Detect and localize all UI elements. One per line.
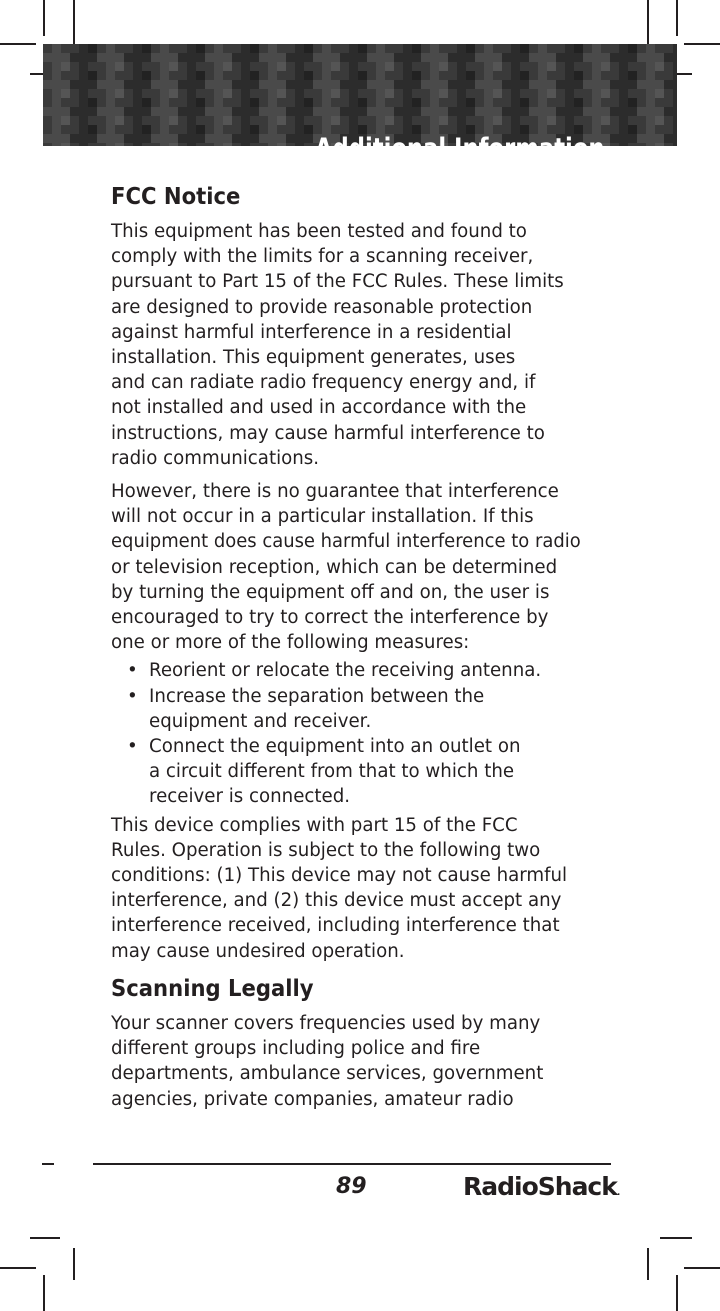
bullet-icon: •: [127, 660, 138, 682]
crop-mark: [676, 0, 678, 36]
text-line: interference, and (2) this device must accept any: [111, 890, 562, 912]
crop-mark: [0, 1267, 36, 1269]
crop-mark: [42, 1163, 54, 1165]
text-line: instructions, may cause harmful interference to: [111, 422, 545, 444]
scanning-paragraph-1: [111, 1011, 581, 1112]
text-line: comply with the limits for a scanning receiver,: [111, 246, 534, 268]
text-line: radio communications.: [111, 447, 320, 469]
fcc-paragraph-2: [111, 479, 581, 655]
crop-mark: [647, 1248, 649, 1280]
text-line: are designed to provide reasonable protection: [111, 296, 533, 318]
text-line: one or more of the following measures:: [111, 632, 470, 654]
text-line: Increase the separation between the: [149, 685, 485, 707]
crop-mark: [660, 1237, 692, 1239]
crop-mark: [684, 1267, 720, 1269]
text-line: However, there is no guarantee that interference: [111, 481, 559, 503]
bullet-icon: •: [127, 685, 138, 707]
brand-name: RadioShack: [463, 1172, 617, 1201]
page-number: 89: [336, 1174, 367, 1199]
text-line: This equipment has been tested and found to: [111, 221, 527, 242]
text-line: and can radiate radio frequency energy and, if: [111, 372, 536, 394]
section-heading-scanning-legally: Scanning Legally: [111, 975, 314, 1002]
measures-list: [111, 658, 581, 809]
text-line: a circuit different from that to which the: [149, 761, 515, 783]
text-line: Reorient or relocate the receiving antenna.: [149, 660, 542, 682]
text-line: Rules. Operation is subject to the following two: [111, 839, 541, 861]
fcc-paragraph-3: [111, 813, 581, 964]
main-content: [111, 180, 581, 1112]
text-line: equipment does cause harmful interference to radio: [111, 531, 581, 553]
text-line: or television reception, which can be determined: [111, 556, 558, 578]
text-line: will not occur in a particular installation. If this: [111, 506, 534, 528]
page-title: Additional Information: [315, 131, 605, 165]
text-line: equipment and receiver.: [149, 710, 372, 732]
crop-mark: [676, 1275, 678, 1311]
text-line: encouraged to try to correct the interference by: [111, 607, 549, 629]
section-heading-fcc-notice: FCC Notice: [111, 184, 241, 210]
header-banner: [43, 44, 677, 165]
text-line: This device complies with part 15 of the FCC: [111, 814, 518, 836]
text-line: by turning the equipment off and on, the user is: [111, 581, 550, 603]
bullet-icon: •: [127, 736, 138, 758]
text-line: against harmful interference in a residential: [111, 321, 512, 343]
list-item: [111, 684, 581, 734]
crop-mark: [684, 43, 720, 45]
crop-mark: [0, 43, 36, 45]
text-line: pursuant to Part 15 of the FCC Rules. These limits: [111, 271, 564, 293]
crop-mark: [73, 1248, 75, 1280]
footer-divider: [93, 1163, 611, 1165]
crop-mark: [43, 0, 45, 36]
text-line: agencies, private companies, amateur radio: [111, 1088, 514, 1110]
list-item: [111, 734, 581, 810]
crop-mark: [30, 1237, 60, 1239]
text-line: different groups including police and fire: [111, 1038, 481, 1060]
text-line: interference received, including interference that: [111, 915, 560, 937]
text-line: Connect the equipment into an outlet on: [149, 736, 521, 758]
list-item: [111, 658, 581, 683]
text-line: installation. This equipment generates, uses: [111, 347, 516, 369]
text-line: Your scanner covers frequencies used by many: [111, 1012, 541, 1034]
fcc-paragraph-1: [111, 219, 581, 471]
crop-mark: [43, 1275, 45, 1311]
text-line: departments, ambulance services, government: [111, 1063, 544, 1085]
text-line: not installed and used in accordance with the: [111, 397, 527, 419]
text-line: receiver is connected.: [149, 786, 351, 808]
text-line: may cause undesired operation.: [111, 940, 405, 962]
brand-logo: [463, 1172, 620, 1201]
brand-mark: .: [616, 1188, 621, 1198]
text-line: conditions: (1) This device may not cause harmful: [111, 865, 568, 887]
